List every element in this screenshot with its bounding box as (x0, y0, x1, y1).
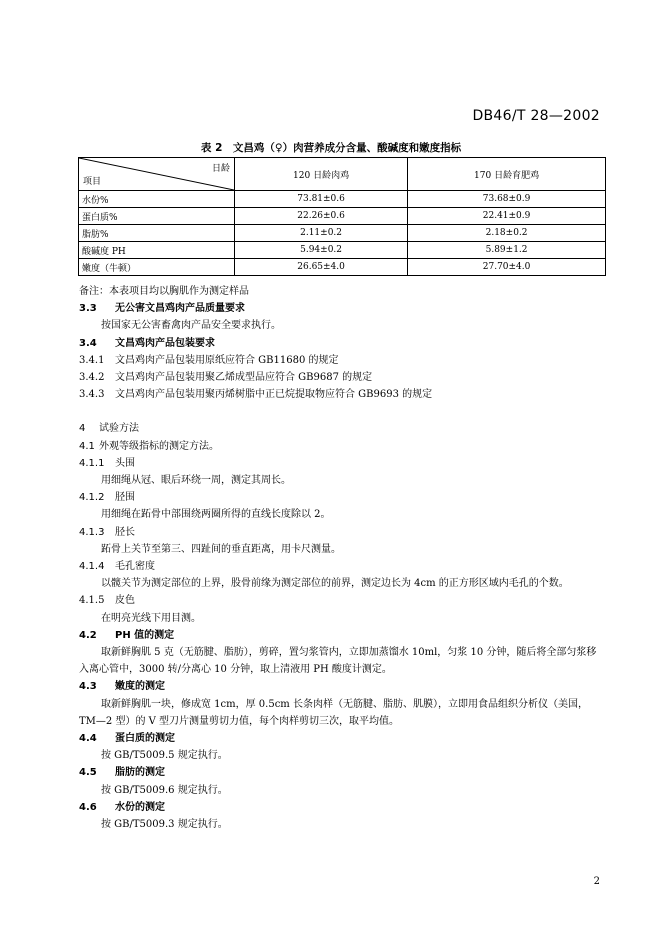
table-row (79, 259, 606, 276)
standard-code: DB46/T 28—2002 (472, 108, 600, 124)
row-label: 水份% (79, 191, 235, 208)
row-label: 脂肪% (79, 225, 235, 242)
column-header: 170 日龄育肥鸡 (408, 158, 606, 191)
section-heading: 4.4 蛋白质的测定 (79, 733, 175, 745)
paragraph: 按国家无公害畜禽肉产品安全要求执行。 (101, 320, 281, 332)
paragraph: 在明亮光线下用目测。 (101, 612, 201, 624)
row-label: 嫩度（牛顿） (79, 259, 235, 276)
paragraph: 用细绳从冠、眼后环绕一周，测定其周长。 (101, 475, 291, 487)
table-cell: 5.94±0.2 (235, 242, 408, 259)
list-item: 3.4.3 文昌鸡肉产品包装用聚丙烯树脂中正已烷提取物应符合 GB9693 的规定 (79, 389, 433, 401)
subsection-heading: 4.1.4 毛孔密度 (79, 561, 155, 573)
table-header-row (79, 158, 606, 191)
subsection-heading: 4.1.3 胫长 (79, 526, 135, 538)
table-cell: 5.89±1.2 (408, 242, 606, 259)
section-heading: 3.3 无公害文昌鸡肉产品质量要求 (79, 303, 245, 315)
table-cell: 22.26±0.6 (235, 208, 408, 225)
page-number: 2 (593, 876, 600, 887)
table-cell: 73.68±0.9 (408, 191, 606, 208)
chapter-heading: 4 试验方法 (79, 423, 139, 435)
paragraph: 按 GB/T5009.3 规定执行。 (101, 819, 228, 831)
table-cell: 73.81±0.6 (235, 191, 408, 208)
corner-label-item: 项目 (83, 177, 102, 187)
subsection-heading: 4.1.2 胫围 (79, 492, 135, 504)
paragraph: 取新鲜胸肌一块，修成宽 1cm，厚 0.5cm 长条肉样（无筋腱、脂肪、肌膜），立即用食品组织分析仪（美国，TM—2 型）的 V 型刀片测量剪切力值，每个肉样剪切三次，取平均值。 (79, 698, 588, 727)
paragraph: 用细绳在跖骨中部围绕两圈所得的直线长度除以 2。 (101, 509, 331, 521)
paragraph: 按 GB/T5009.5 规定执行。 (101, 750, 228, 762)
paragraph: 取新鲜胸肌 5 克（无筋腱、脂肪），剪碎，置匀浆管内，立即加蒸馏水 10ml，匀浆 10 分钟，随后将全部匀浆移入离心管中，3000 转/分离心 10 分钟，取上清液用 PH 酸度计测定。 (79, 647, 597, 676)
list-item: 3.4.2 文昌鸡肉产品包装用聚乙烯成型品应符合 GB9687 的规定 (79, 372, 373, 384)
paragraph: 跖骨上关节至第三、四趾间的垂直距离，用卡尺测量。 (101, 543, 341, 555)
table-cell: 2.11±0.2 (235, 225, 408, 242)
table-note: 备注：本表项目均以胸肌作为测定样品 (79, 286, 249, 297)
table-cell: 26.65±4.0 (235, 259, 408, 276)
table-row (79, 242, 606, 259)
section-heading: 4.3 嫩度的测定 (79, 681, 165, 693)
subsection-heading: 4.1.1 头围 (79, 457, 135, 469)
nutrition-table (78, 157, 606, 276)
row-label: 蛋白质% (79, 208, 235, 225)
document-body (79, 283, 599, 833)
section-heading: 4.1 外观等级指标的测定方法。 (79, 440, 219, 452)
column-header: 120 日龄肉鸡 (235, 158, 408, 191)
table-row (79, 225, 606, 242)
section-heading: 4.6 水份的测定 (79, 801, 165, 813)
section-heading: 4.5 脂肪的测定 (79, 767, 165, 779)
diagonal-header-cell (79, 158, 235, 191)
paragraph: 以髋关节为测定部位的上界，股骨前缘为测定部位的前界，测定边长为 4cm 的正方形区域内毛孔的个数。 (101, 578, 569, 590)
list-item: 3.4.1 文昌鸡肉产品包装用原纸应符合 GB11680 的规定 (79, 354, 339, 366)
table-row (79, 191, 606, 208)
table-row (79, 208, 606, 225)
corner-label-age: 日龄 (211, 164, 230, 174)
paragraph: 按 GB/T5009.6 规定执行。 (101, 784, 228, 796)
subsection-heading: 4.1.5 皮色 (79, 595, 135, 607)
table-cell: 22.41±0.9 (408, 208, 606, 225)
section-heading: 4.2 PH 值的测定 (79, 629, 175, 641)
diagonal-line (79, 158, 234, 190)
table-cell: 27.70±4.0 (408, 259, 606, 276)
section-heading: 3.4 文昌鸡肉产品包装要求 (79, 337, 215, 349)
table-caption: 表 2 文昌鸡（♀）肉营养成分含量、酸碱度和嫩度指标 (200, 142, 462, 154)
row-label: 酸碱度 PH (79, 242, 235, 259)
table-cell: 2.18±0.2 (408, 225, 606, 242)
